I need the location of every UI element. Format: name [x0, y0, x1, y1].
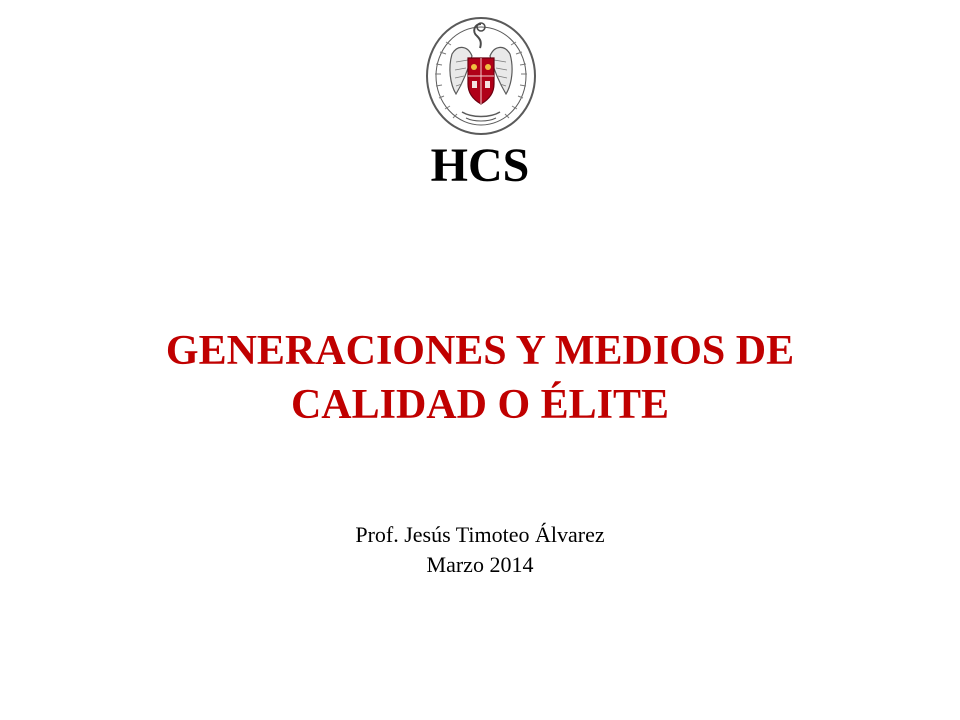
presenter-name: Prof. Jesús Timoteo Álvarez [355, 522, 605, 547]
presentation-date: Marzo 2014 [426, 552, 534, 577]
title-line-2: CALIDAD O ÉLITE [290, 382, 670, 428]
title-line-1: GENERACIONES Y MEDIOS DE [165, 328, 795, 374]
short-title: HCS [430, 139, 530, 192]
presentation-title [80, 324, 880, 432]
presenter-block [0, 520, 960, 580]
university-crest-icon [422, 14, 540, 138]
